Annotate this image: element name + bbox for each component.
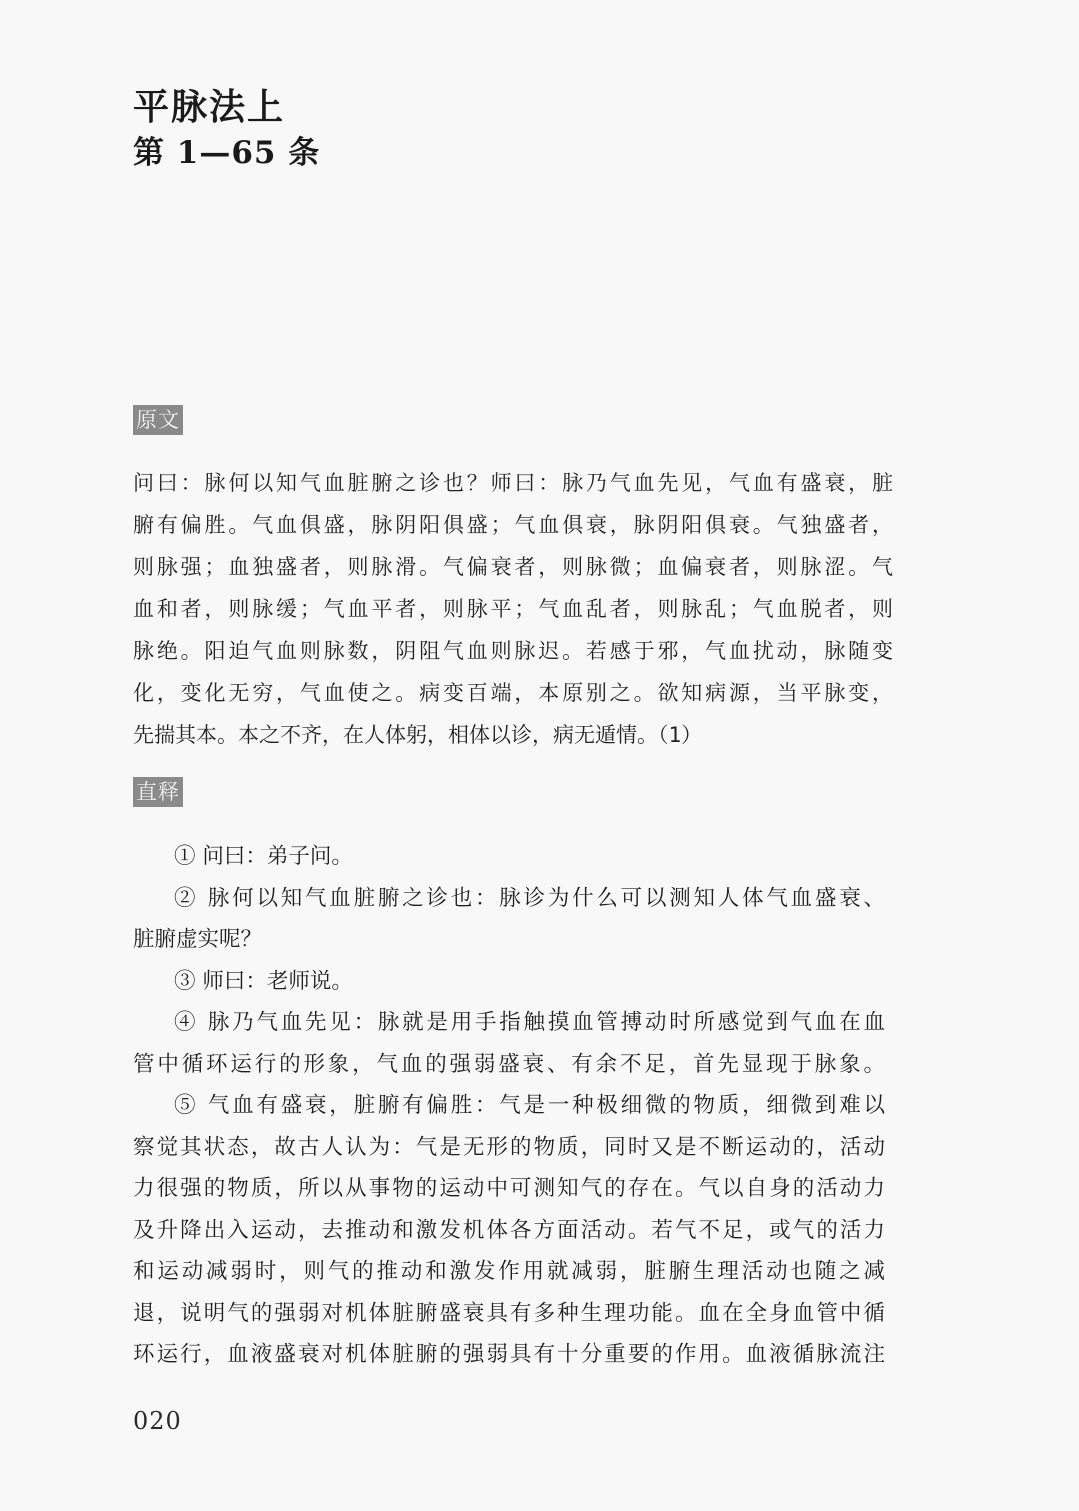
original-text-line: 化，变化无穷，气血使之。病变百端，本原别之。欲知病源，当平脉变， xyxy=(133,681,893,705)
explanation-text-line: ③ 师曰：老师说。 xyxy=(174,968,353,994)
explanation-text-line: 力很强的物质，所以从事物的运动中可测知气的存在。气以自身的活动力 xyxy=(133,1176,885,1201)
explanation-text xyxy=(133,836,885,1376)
explanation-text-line: 退，说明气的强弱对机体脏腑盛衰具有多种生理功能。血在全身血管中循 xyxy=(133,1300,885,1326)
original-text-line: 血和者，则脉缓；气血平者，则脉平；气血乱者，则脉乱；气血脱者，则 xyxy=(133,597,893,621)
original-text-line: 问曰：脉何以知气血脏腑之诊也？师曰：脉乃气血先见，气血有盛衰，脏 xyxy=(133,471,893,495)
explanation-text-line: 管中循环运行的形象，气血的强弱盛衰、有余不足，首先显现于脉象。 xyxy=(133,1051,885,1077)
explanation-text-line: 及升降出入运动，去推动和激发机体各方面活动。若气不足，或气的活力 xyxy=(133,1217,885,1243)
explanation-text-line: 察觉其状态，故古人认为：气是无形的物质，同时又是不断运动的，活动 xyxy=(133,1134,885,1160)
original-text-line: 腑有偏胜。气血俱盛，脉阴阳俱盛；气血俱衰，脉阴阳俱衰。气独盛者， xyxy=(133,513,893,537)
original-text-line: 先揣其本。本之不齐，在人体躬，相体以诊，病无遁情。（1） xyxy=(133,723,703,747)
explanation-text-line: 和运动减弱时，则气的推动和激发作用就减弱，脏腑生理活动也随之减 xyxy=(133,1259,885,1284)
explanation-text-line: 环运行，血液盛衰对机体脏腑的强弱具有十分重要的作用。血液循脉流注 xyxy=(133,1342,885,1367)
section-label-zhishi: 直释 xyxy=(133,777,183,807)
original-text xyxy=(133,462,893,756)
original-text-line: 脉绝。阳迫气血则脉数，阴阻气血则脉迟。若感于邪，气血扰动，脉随变 xyxy=(133,639,893,663)
chapter-subtitle: 第 1—65 条 xyxy=(133,135,321,171)
chapter-title: 平脉法上 xyxy=(133,86,286,128)
explanation-text-line: ⑤ 气血有盛衰，脏腑有偏胜：气是一种极细微的物质，细微到难以 xyxy=(174,1093,885,1118)
explanation-text-line: ① 问曰：弟子问。 xyxy=(174,844,353,869)
explanation-text-line: 脏腑虚实呢？ xyxy=(133,927,263,952)
original-text-line: 则脉强；血独盛者，则脉滑。气偏衰者，则脉微；血偏衰者，则脉涩。气 xyxy=(133,555,893,579)
explanation-text-line: ④ 脉乃气血先见：脉就是用手指触摸血管搏动时所感觉到气血在血 xyxy=(174,1010,885,1035)
section-label-yuanwen: 原文 xyxy=(133,405,183,435)
explanation-text-line: ② 脉何以知气血脏腑之诊也：脉诊为什么可以测知人体气血盛衰、 xyxy=(174,885,885,911)
page-number: 020 xyxy=(133,1407,182,1435)
